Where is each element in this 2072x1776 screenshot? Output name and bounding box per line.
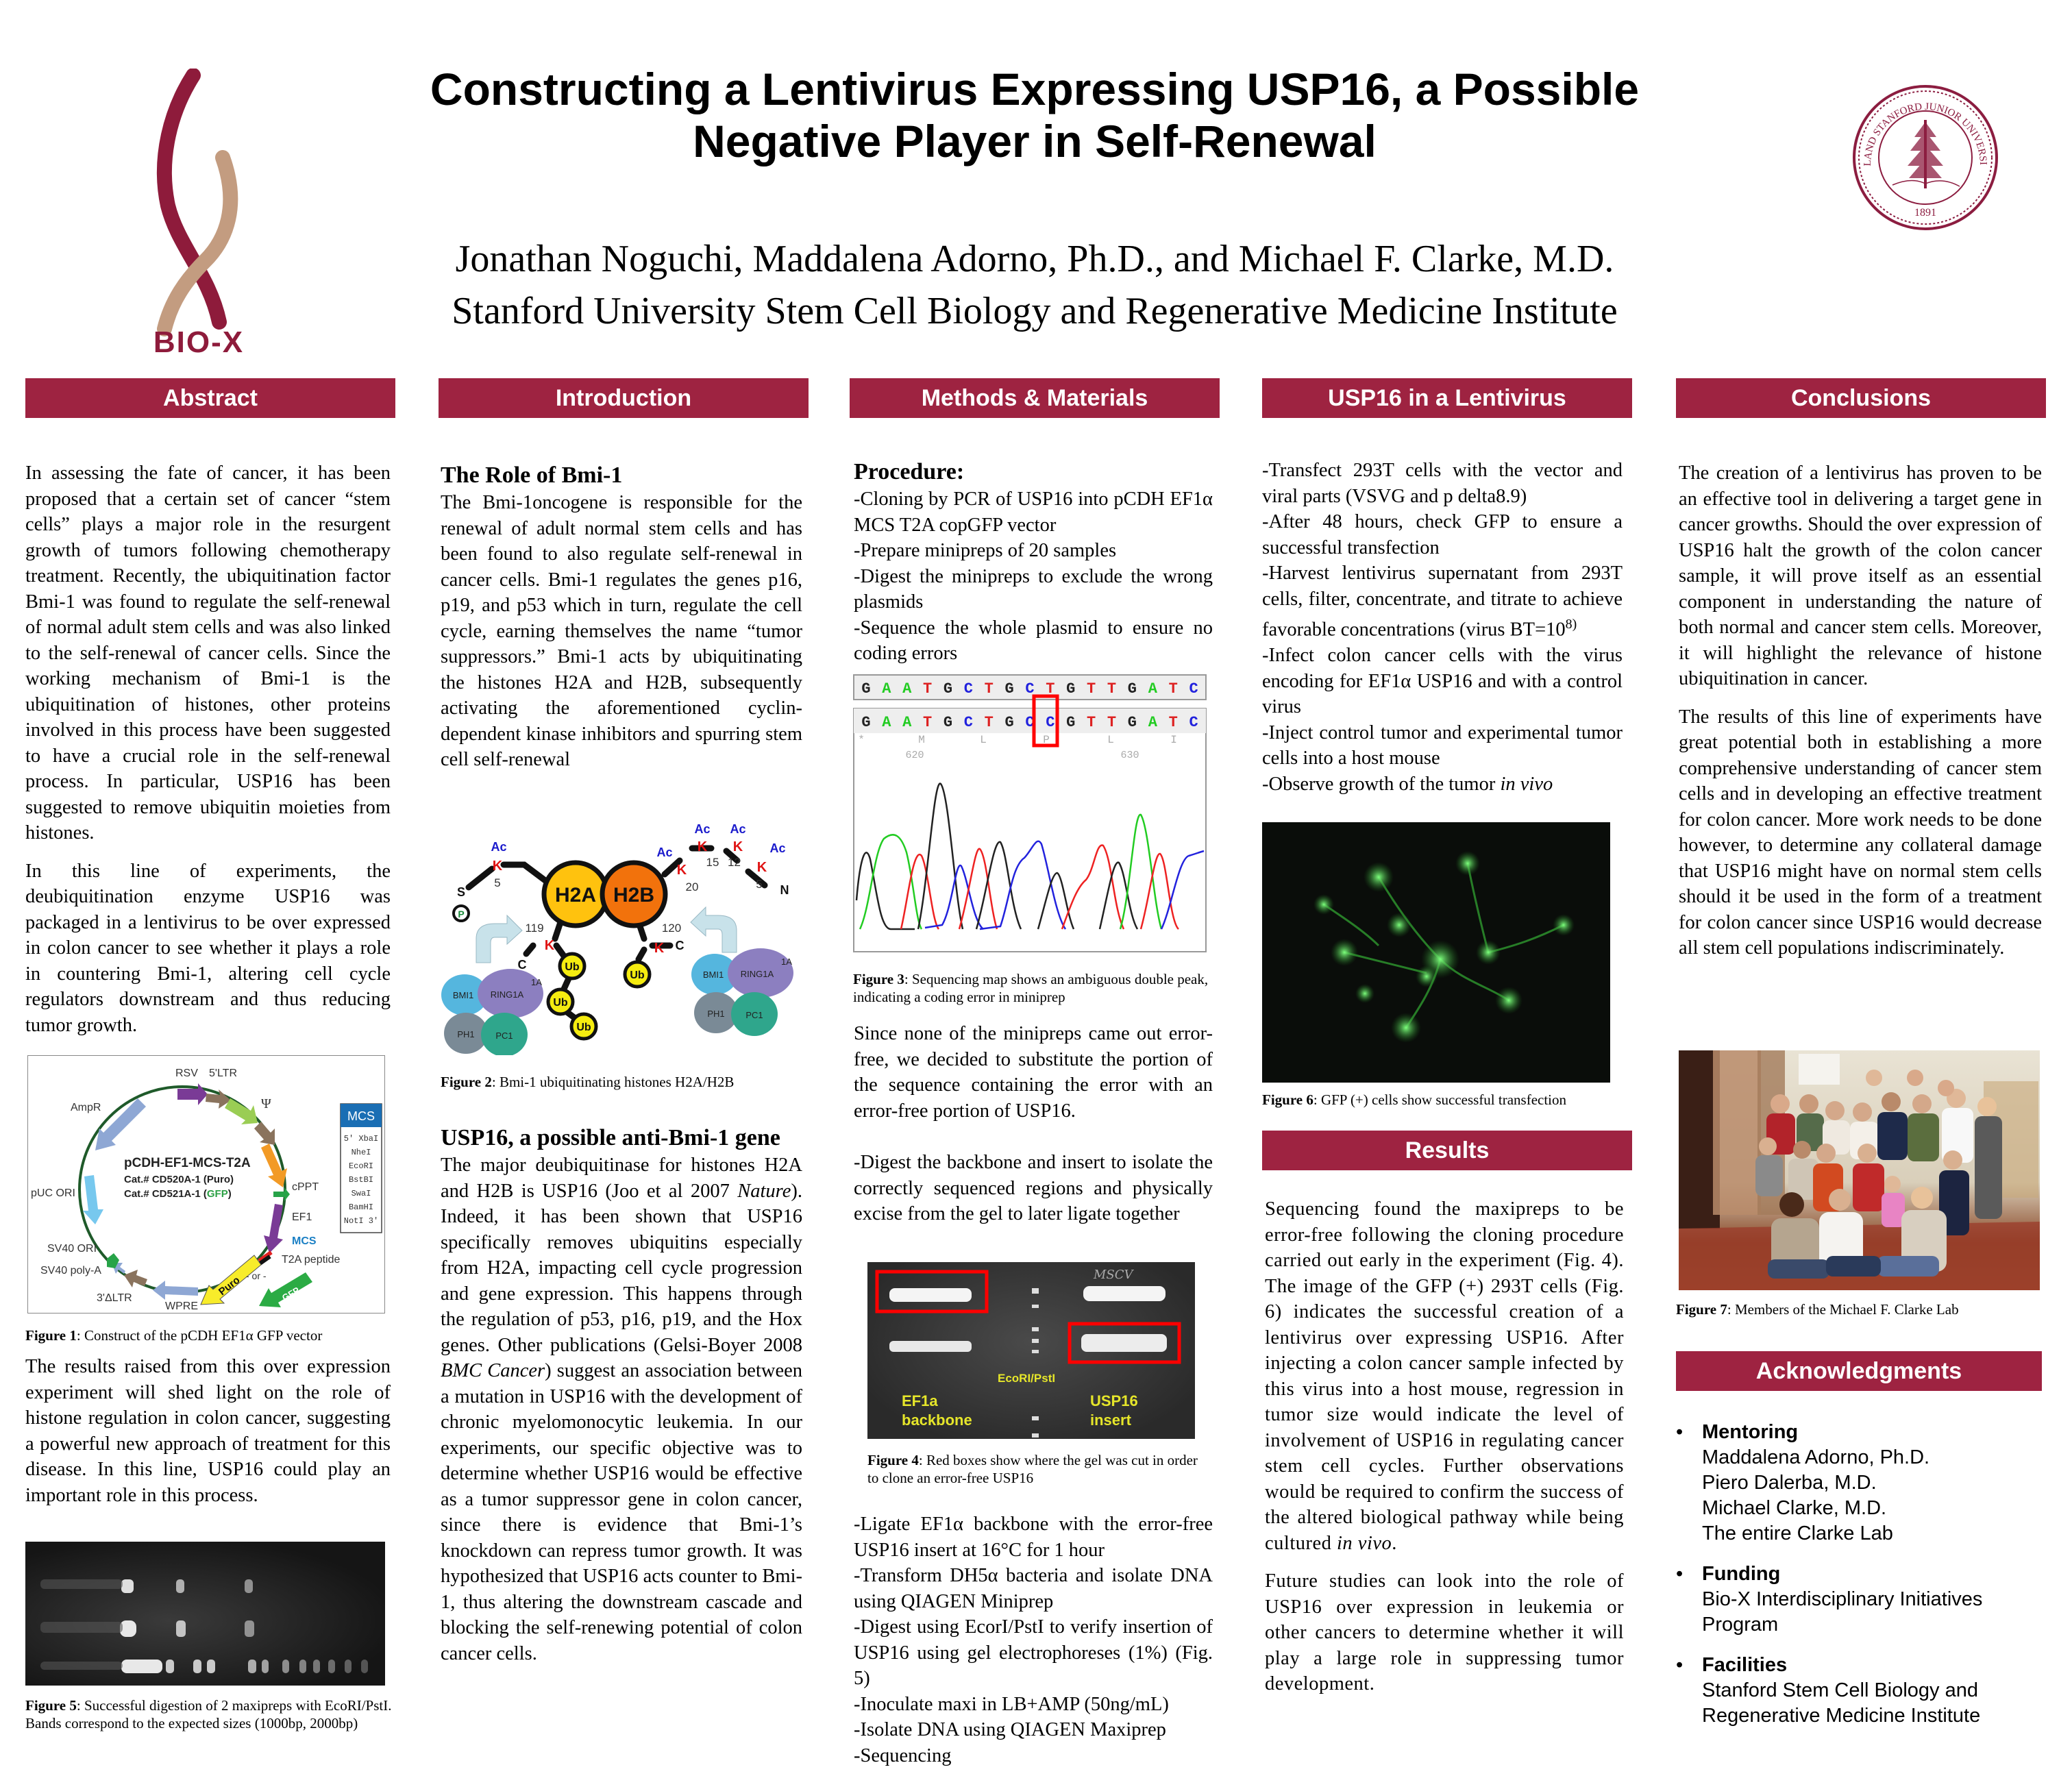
base-T: T <box>1046 680 1055 698</box>
procedure-step-late-6: -Sequencing <box>854 1744 952 1766</box>
label-5ltr: 5'LTR <box>209 1068 237 1079</box>
label-psi: Ψ <box>261 1096 271 1111</box>
label-puc-ori: pUC ORI <box>31 1187 75 1199</box>
ubiquitin-label: Ub <box>553 997 568 1009</box>
base-C: C <box>1189 714 1198 731</box>
dna-helix-icon <box>144 69 254 370</box>
base-A: A <box>1148 680 1157 698</box>
label-sv40-polya: SV40 poly-A <box>40 1265 101 1276</box>
mcs-site: SwaI <box>351 1189 371 1198</box>
label-3ltr: 3'ΔLTR <box>97 1292 132 1304</box>
ubiquitin-chain <box>548 954 650 1039</box>
mcs-site: BamHI <box>348 1202 374 1212</box>
n-terminus-label: N <box>780 883 789 897</box>
prc1-complex-right <box>691 948 793 1036</box>
gel-bands <box>25 1542 385 1686</box>
chromatogram <box>853 674 1207 955</box>
base-A: A <box>1148 714 1157 731</box>
gel-label-insert: insert <box>1090 1411 1131 1429</box>
ph1-label: PH1 <box>457 1029 475 1039</box>
position-630: 630 <box>1120 750 1139 761</box>
intro-paragraph-2: The major deubiquitinase for histones H2A and H2B is USP16 (Joo et al 2007 Nature). Indeed, it has been shown that USP16 specifically removes ubiquitins especially from H2A, impacting cell cycle progression and gene expression. This happens through the regulation of p53, p16, p19, and the Hox genes. Other publications (Gelsi-Boyer 2008 BMC Cancer) suggest an association between a mutation in USP16 with the development of chronic myelomonocytic leukemia. In our experiments, our specific objective was to determine whether USP16 would be effective as a tumor suppressor gene in colon cancer, since there is evidence that Bmi-1’s knockdown can repress tumor growth. It was hypothesized that USP16 acts counter to Bmi-1, thus altering the downstream cascade and blocking the self-renewing potential of colon cancer cells. <box>441 1155 802 1664</box>
ack-group-title: • Facilities <box>1702 1654 1788 1676</box>
abstract-paragraph-2: In this line of experiments, the deubiquitination enzyme USP16 was packaged in a lentivirus to be over expressed in colon cancer to see whether it plays a role in countering Bmi-1, altering cell cycle regulators downstream and thus reducing tumor growth. <box>25 860 391 1036</box>
ac-label: Ac <box>491 840 507 854</box>
abstract-body-2 <box>25 1354 391 1520</box>
ph1-label: PH1 <box>707 1009 725 1019</box>
header-abstract: Abstract <box>25 378 395 418</box>
figure-6-gfp-cells <box>1262 822 1610 1083</box>
position-label: 20 <box>685 880 699 893</box>
results-paragraph-1: Sequencing found the maxipreps to be error-free following the cloning procedure carried out early in the experiment (Fig. 4). The image of the GFP (+) 293T cells (Fig. 6) indicates the successful creation of a lentivirus over expressing USP16. After injecting a colon cancer sample infected by this virus into a host mouse, regression in tumor size would indicate the level of involvement of USP16 in regulating cancer stem cell cycles. Further observations would be required to confirm the success of the altered biological pathway while being cultured in vivo. <box>1265 1198 1624 1554</box>
lysine-label: K <box>492 859 503 874</box>
arrow-icon <box>476 915 522 963</box>
ring1a-extra-label: 1A <box>531 977 542 987</box>
label-sv40-ori: SV40 ORI <box>47 1243 97 1255</box>
prc1-complex-left <box>441 969 543 1055</box>
figure-4-caption: Figure 4: Red boxes show where the gel was cut in order to clone an error-free USP16 <box>867 1452 1198 1486</box>
ubiquitin-label: Ub <box>630 970 645 981</box>
ac-label: Ac <box>769 841 786 855</box>
figure-3-caption: Figure 3: Sequencing map shows an ambiguous double peak, indicating a coding error in miniprep <box>853 971 1209 1005</box>
ack-group-funding <box>1676 1562 2042 1638</box>
base-C: C <box>1025 714 1035 731</box>
base-A: A <box>902 714 912 731</box>
ltr-arrow-2 <box>254 1122 275 1145</box>
psi-arrow <box>225 1098 258 1124</box>
lysine-label: K <box>756 860 767 875</box>
ack-line: Regenerative Medicine Institute <box>1702 1705 1981 1727</box>
methods-digest-text: -Digest the backbone and insert to isolate the correctly sequenced regions and physically excise from the gel to later ligate together <box>854 1152 1213 1224</box>
base-C: C <box>1025 680 1035 698</box>
ac-label: Ac <box>694 822 711 836</box>
seal-year: 1891 <box>1914 207 1936 219</box>
gfp-fluorescence-image <box>1262 822 1610 1083</box>
ack-line: Program <box>1702 1614 1779 1636</box>
base-G: G <box>1066 680 1076 698</box>
label-gfp: GFP <box>280 1285 301 1303</box>
methods-substitution-text: Since none of the minipreps came out error-free, we decided to substitute the portion of the sequence containing the error with an error-free portion of USP16. <box>854 1023 1213 1122</box>
header-conclusions: Conclusions <box>1676 378 2046 418</box>
position-620: 620 <box>905 750 924 761</box>
ubiquitin-label: Ub <box>576 1022 591 1033</box>
phosphate-label: P <box>458 909 465 920</box>
base-G: G <box>1127 714 1137 731</box>
label-t2a: T2A peptide <box>282 1254 341 1266</box>
base-C: C <box>963 714 973 731</box>
arrow-icon <box>691 907 737 952</box>
label-puro: Puro <box>216 1274 243 1298</box>
plasmid-cat-2: Cat.# CD521A-1 (GFP) <box>124 1188 232 1200</box>
intro-part-2 <box>441 1124 802 1679</box>
cppt-arrow <box>273 1187 290 1201</box>
conclusions-paragraph-1: The creation of a lentivirus has proven to be an effective tool in delivering a target gene in cancer growths. Should the over expression of USP16 halt the growth of the colon cancer sample, it will prove itself as an essential component in understanding the nature of both normal and cancer stem cells. Moreover, it will highlight the relevance of histone ubiquitination in cancer. <box>1679 463 2042 689</box>
position-label: 5 <box>756 878 763 891</box>
header-results: Results <box>1262 1131 1632 1170</box>
header-acknowledgments: Acknowledgments <box>1676 1351 2042 1391</box>
ac-label: Ac <box>730 822 746 836</box>
procedure-step-late-2: -Transform DH5α bacteria and isolate DNA using QIAGEN Miniprep <box>854 1565 1213 1612</box>
intro-part-1 <box>441 461 802 814</box>
mcs-site: NotI 3' <box>343 1216 379 1226</box>
base-C: C <box>1046 714 1055 731</box>
ack-line: Piero Dalerba, M.D. <box>1702 1472 1877 1494</box>
procedure-step-late-4: -Inoculate maxi in LB+AMP (50ng/mL) <box>854 1693 1169 1715</box>
base-C: C <box>963 680 973 698</box>
wpre-arrow <box>153 1281 198 1300</box>
acknowledgments-list <box>1676 1420 2042 1744</box>
ltr3-arrow <box>124 1270 147 1287</box>
ack-line: Maddalena Adorno, Ph.D. <box>1702 1446 1930 1468</box>
ack-group-title: • Funding <box>1702 1563 1781 1585</box>
ack-group-facilities <box>1676 1653 2042 1729</box>
author-block <box>356 233 1713 337</box>
abstract-paragraph-1: In assessing the fate of cancer, it has been proposed that a certain set of cancer “stem cells” plays a major role in the resurgent growth of tumors following chemotherapy treatment. Recently, the ubiquitination factor Bmi-1 was found to regulate the self-renewal of normal adult stem cells and was also linked to the self-renewal of cancer cells. Since the working mechanism of Bmi-1 is the ubiquitination of histones, other proteins involved in this process have been suggested to have a crucial role in the self-renewal process. In particular, USP16 has been suggested to remove ubiquitin moieties from histones. <box>25 463 391 843</box>
h2b-label: H2B <box>613 884 655 907</box>
stanford-seal-icon <box>1850 82 2001 233</box>
label-mcs: MCS <box>292 1235 317 1247</box>
plasmid-diagram <box>28 1056 384 1313</box>
base-T: T <box>984 714 994 731</box>
amino-acid: I <box>1170 734 1177 746</box>
ubiquitin-label: Ub <box>565 961 580 973</box>
authors: Jonathan Noguchi, Maddalena Adorno, Ph.D., and Michael F. Clarke, M.D. <box>455 238 1614 280</box>
figure-5-caption: Figure 5: Successful digestion of 2 maxipreps with EcoRI/PstI. Bands correspond to the expected sizes (1000bp, 2000bp) <box>25 1697 392 1731</box>
procedure-step-4: -Sequence the whole plasmid to ensure no coding errors <box>854 617 1213 664</box>
intro-paragraph-1: The Bmi-1oncogene is responsible for the renewal of adult normal stem cells and has been found to also regulate self-renewal in cancer cells. Bmi-1 regulates the genes p16, p19, and p53 which in turn, regulate the cell cycle, earning themselves the name “tumor suppressors.” Bmi-1 acts by ubiquitinating the histones H2A and H2B, subsequently activating the aforementioned cyclin-dependent kinase inhibitors and spurring stem cell self-renewal <box>441 492 802 770</box>
procedure-step-1: -Cloning by PCR of USP16 into pCDH EF1α MCS T2A copGFP vector <box>854 489 1213 536</box>
ring1a-label: RING1A <box>490 989 524 1000</box>
header-lentivirus: USP16 in a Lentivirus <box>1262 378 1632 418</box>
puc-arrow <box>83 1175 103 1224</box>
title-line-2: Negative Player in Self-Renewal <box>693 116 1377 166</box>
base-T: T <box>1087 680 1096 698</box>
lenti-step-6: -Observe growth of the tumor in vivo <box>1262 773 1553 795</box>
biox-logo <box>144 69 254 370</box>
header-introduction: Introduction <box>439 378 809 418</box>
serine-label: S <box>456 885 466 899</box>
lenti-step-3: -Harvest lentivirus supernatant from 293T cells, filter, concentrate, and titrate to achieve favorable concentrations (virus $BT=10^{8)}$ <box>1262 563 1623 641</box>
gel-label-backbone: backbone <box>902 1411 972 1429</box>
abstract-body <box>25 460 391 1050</box>
amino-acid: M <box>918 734 925 746</box>
label-rsv: RSV <box>175 1068 198 1079</box>
label-ef1: EF1 <box>292 1211 312 1223</box>
gel-label-usp16: USP16 <box>1090 1392 1138 1409</box>
bmi1-label: BMI1 <box>452 990 474 1000</box>
base-G: G <box>861 680 871 698</box>
title-line-1: Constructing a Lentivirus Expressing USP16, a Possible <box>430 64 1640 114</box>
c-terminus-label: C <box>675 939 684 952</box>
procedure-steps-1 <box>854 486 1213 667</box>
ring1a-extra-label: 1A <box>781 957 792 967</box>
ack-line: Stanford Stem Cell Biology and <box>1702 1679 1978 1701</box>
position-label: 119 <box>525 922 544 935</box>
ack-line: Michael Clarke, M.D. <box>1702 1497 1887 1519</box>
c-terminus-label: C <box>517 958 527 972</box>
procedure-step-late-1: -Ligate EF1α backbone with the error-free USP16 insert at 16°C for 1 hour <box>854 1514 1213 1561</box>
base-G: G <box>943 714 953 731</box>
header-methods: Methods & Materials <box>850 378 1220 418</box>
position-label: 5 <box>494 876 501 889</box>
procedure-step-2: -Prepare minipreps of 20 samples <box>854 540 1117 561</box>
position-label: 120 <box>661 922 682 935</box>
histone-ubiquitination-diagram <box>439 822 809 1055</box>
base-A: A <box>902 680 912 698</box>
methods-part-3 <box>854 1512 1213 1768</box>
lenti-step-4: -Infect colon cancer cells with the virus encoding for EF1α USP16 and with a control virus <box>1262 645 1623 717</box>
label-wpre: WPRE <box>165 1300 198 1312</box>
procedure-step-late-5: -Isolate DNA using QIAGEN Maxiprep <box>854 1719 1166 1740</box>
handwritten-label: MSCV <box>1094 1268 1133 1282</box>
position-label: 12 <box>728 856 741 869</box>
h2a-label: H2A <box>554 884 597 907</box>
pc1-label: PC1 <box>495 1031 513 1041</box>
base-T: T <box>1087 714 1096 731</box>
mcs-title: MCS <box>347 1109 375 1123</box>
gel-excision-image <box>867 1262 1195 1439</box>
procedure-step-3: -Digest the minipreps to exclude the wrong plasmids <box>854 565 1213 613</box>
lysine-label: K <box>654 941 665 956</box>
seal-text: LAND STANFORD JUNIOR UNIVERSI <box>1862 101 1989 166</box>
lenti-step-1: -Transfect 293T cells with the vector and viral parts (VSVG and p delta8.9) <box>1262 460 1623 507</box>
biox-text: BIO-X <box>153 325 245 359</box>
base-G: G <box>1127 680 1137 698</box>
ack-group-mentoring <box>1676 1420 2042 1546</box>
mcs-site: BstBI <box>348 1175 374 1185</box>
base-T: T <box>1107 714 1117 731</box>
lenti-step-2: -After 48 hours, check GFP to ensure a successful transfection <box>1262 511 1623 558</box>
gel-label-ef1a: EF1a <box>902 1392 938 1409</box>
base-T: T <box>984 680 994 698</box>
lysine-label: K <box>732 839 743 854</box>
affiliation: Stanford University Stem Cell Biology and Regenerative Medicine Institute <box>452 290 1618 332</box>
mcs-site: NheI <box>351 1148 371 1157</box>
position-label: 15 <box>706 856 719 869</box>
figure-1-caption: Figure 1: Construct of the pCDH EF1α GFP vector <box>25 1327 323 1344</box>
lysine-label: K <box>697 839 708 854</box>
figure-1-plasmid-map <box>27 1055 385 1314</box>
base-T: T <box>1168 714 1178 731</box>
base-A: A <box>882 714 891 731</box>
plasmid-name: pCDH-EF1-MCS-T2A <box>124 1156 251 1170</box>
label-or: - or - <box>246 1270 267 1281</box>
lenti-step-5: -Inject control tumor and experimental tumor cells into a host mouse <box>1262 722 1623 769</box>
conclusions-paragraph-2: The results of this line of experiments have great potential both in establishing a more comprehensive understanding of cancer stem cells and in developing an effective treatment for colon cancer. More work needs to be done however, to determine any collateral damage that USP16 might have on normal stem cells should it be used in the form of a treatment for colon cancer since USP16 would decrease all stem cell populations indiscriminately. <box>1679 706 2042 959</box>
conclusions-body <box>1679 460 2042 974</box>
figure-4-gel <box>867 1262 1195 1439</box>
subheading-role-of-bmi1: The Role of Bmi-1 <box>441 463 623 488</box>
figure-2-caption: Figure 2: Bmi-1 ubiquitinating histones H2A/H2B <box>441 1074 735 1090</box>
lysine-label: K <box>676 863 687 878</box>
procedure-label: Procedure: <box>854 459 965 484</box>
base-C: C <box>1189 680 1198 698</box>
base-G: G <box>1004 680 1014 698</box>
mcs-site: 5' XbaI <box>343 1134 379 1144</box>
base-G: G <box>1004 714 1014 731</box>
amino-acid: L <box>980 734 987 746</box>
figure-3-sequencing <box>853 674 1207 955</box>
base-G: G <box>861 714 871 731</box>
gel-label-enzymes: EcoRI/PstI <box>998 1372 1056 1385</box>
ring1a-label: RING1A <box>740 969 774 979</box>
lentivirus-steps <box>1262 458 1623 797</box>
base-G: G <box>1066 714 1076 731</box>
mcs-site: EcoRI <box>348 1161 374 1171</box>
procedure-step-late-3: -Digest using EcorI/PstI to verify insertion of USP16 using gel electrophoreses (1%) (Fig. 5) <box>854 1616 1213 1689</box>
ack-group-title: • Mentoring <box>1702 1421 1799 1443</box>
group-photo <box>1679 1050 2040 1290</box>
procedure-steps-2 <box>854 1512 1213 1768</box>
figure-7-lab-photo <box>1679 1050 2040 1290</box>
base-A: A <box>882 680 891 698</box>
ack-line: The entire Clarke Lab <box>1702 1522 1893 1544</box>
ac-label: Ac <box>656 846 673 859</box>
base-T: T <box>1168 680 1178 698</box>
amino-acid: P <box>1043 734 1050 746</box>
figure-6-caption: Figure 6: GFP (+) cells show successful transfection <box>1262 1092 1567 1108</box>
lysine-label: K <box>544 938 555 953</box>
results-paragraph-2: Future studies can look into the role of USP16 over expression in leukemia or other cancers to determine whether it will play a large role in suppressing tumor development. <box>1265 1570 1624 1694</box>
label-cppt: cPPT <box>292 1181 319 1193</box>
base-G: G <box>943 680 953 698</box>
pc1-label: PC1 <box>745 1010 763 1020</box>
methods-part-2 <box>854 1021 1213 1240</box>
subheading-usp16: USP16, a possible anti-Bmi-1 gene <box>441 1125 780 1150</box>
figure-7-caption: Figure 7: Members of the Michael F. Clarke Lab <box>1676 1301 1959 1318</box>
plasmid-cat-1: Cat.# CD520A-1 (Puro) <box>124 1174 234 1185</box>
figure-5-gel <box>25 1542 385 1686</box>
poster-title <box>356 63 1713 167</box>
methods-part-1 <box>854 458 1213 667</box>
figure-2-histone-diagram <box>439 822 809 1055</box>
stanford-seal <box>1850 82 2001 233</box>
label-ampr: AmpR <box>71 1102 101 1113</box>
ack-line: Bio-X Interdisciplinary Initiatives <box>1702 1588 1983 1610</box>
mcs-box <box>341 1104 382 1233</box>
amino-acid: L <box>1107 734 1114 746</box>
base-T: T <box>922 680 933 698</box>
abstract-paragraph-3: The results raised from this over expression experiment will shed light on the role of histone regulation in colon cancer, suggesting a powerful new approach of treatment for this disease. In this line, USP16 could play an important role in this process. <box>25 1356 391 1506</box>
amino-acid: * <box>858 734 865 746</box>
bmi1-label: BMI1 <box>702 970 724 980</box>
results-body <box>1265 1196 1624 1710</box>
base-T: T <box>1107 680 1117 698</box>
base-T: T <box>922 714 933 731</box>
